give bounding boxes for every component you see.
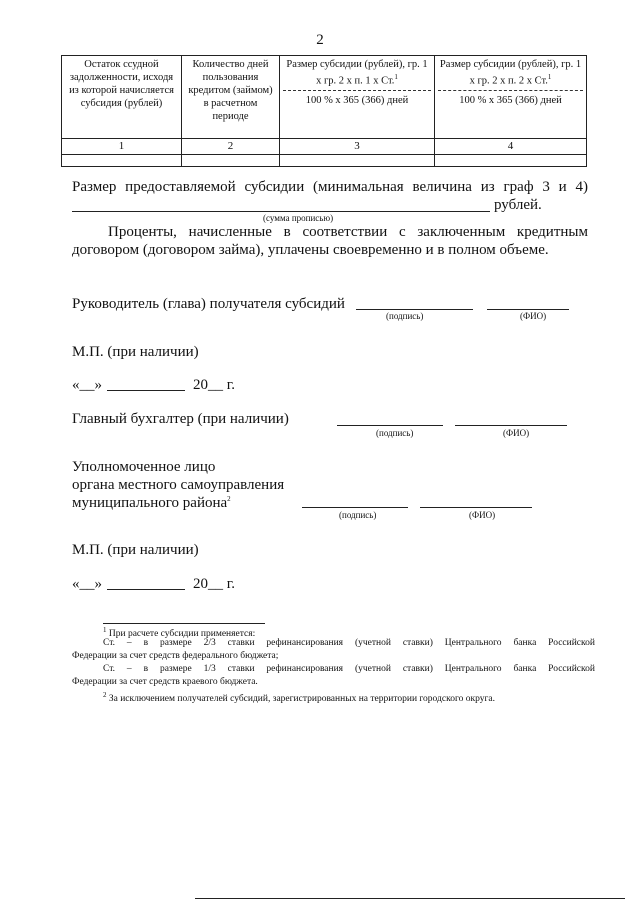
column-number: 1 xyxy=(62,139,182,155)
amount-in-words-line[interactable] xyxy=(72,211,490,212)
fio-caption: (ФИО) xyxy=(469,510,496,520)
footnote-1b-line1: Ст. – в размере 1/3 ставки рефинансирования (учетной ставки) Центрального банка Российской xyxy=(103,664,595,674)
footnote-2: $^2$ За исключением получателей субсидий, зарегистрированных на территории городского округа. xyxy=(103,691,495,705)
head-fio-field[interactable] xyxy=(487,309,569,310)
column-number: 4 xyxy=(435,139,587,155)
column-number: 2 xyxy=(182,139,280,155)
authorized-fio-field[interactable] xyxy=(420,507,532,508)
footnote-1b-line2: Федерации за счет средств краевого бюджета. xyxy=(72,677,258,687)
fio-caption: (ФИО) xyxy=(520,311,547,321)
column-number-row xyxy=(62,139,587,155)
header-subsidy-regional: Размер субсидии (рублей), гр. 1 х гр. 2 х п. 2 х Ст.$^1$ 100 % х 365 (366) дней xyxy=(435,56,587,139)
amount-in-words-caption: (сумма прописью) xyxy=(263,213,334,223)
page-bottom-edge xyxy=(195,898,625,899)
footnote-1a-line1: Ст. – в размере 2/3 ставки рефинансирования (учетной ставки) Центрального банка Российской xyxy=(103,638,595,648)
authorized-person-line2: органа местного самоуправления xyxy=(72,477,285,493)
date-month-field[interactable] xyxy=(107,390,185,391)
accountant-signature-field[interactable] xyxy=(337,425,443,426)
column-number: 3 xyxy=(280,139,435,155)
date-day: «__» xyxy=(72,576,102,592)
date-year: 20__ г. xyxy=(193,377,235,393)
authorized-person-line1: Уполномоченное лицо xyxy=(72,459,216,475)
date-month-field[interactable] xyxy=(107,589,185,590)
head-signature-field[interactable] xyxy=(356,309,473,310)
empty-cell xyxy=(182,155,280,167)
signature-caption: (подпись) xyxy=(386,311,424,321)
seal-label: М.П. (при наличии) xyxy=(72,542,199,558)
table-row-empty xyxy=(62,155,587,167)
subsidy-amount-text: Размер предоставляемой субсидии (минимальная величина из граф 3 и 4) xyxy=(72,179,588,195)
header-subsidy-federal: Размер субсидии (рублей), гр. 1 х гр. 2 х п. 1 х Ст.$^1$ 100 % х 365 (366) дней xyxy=(280,56,435,139)
header-days-count: Количество дней пользования кредитом (займом) в расчетном периоде xyxy=(182,56,280,139)
header-loan-balance: Остаток ссудной задолженности, исходя из которой начисляется субсидия (рублей) xyxy=(62,56,182,139)
date-year: 20__ г. xyxy=(193,576,235,592)
date-day: «__» xyxy=(72,377,102,393)
authorized-person-line3: муниципального района$^2$ xyxy=(72,495,231,511)
accountant-fio-field[interactable] xyxy=(455,425,567,426)
accountant-label: Главный бухгалтер (при наличии) xyxy=(72,411,289,427)
signature-caption: (подпись) xyxy=(339,510,377,520)
interest-statement-line2: договором (договором займа), уплачены своевременно и в полном объеме. xyxy=(72,242,549,258)
empty-cell xyxy=(62,155,182,167)
head-signatory-label: Руководитель (глава) получателя субсидий xyxy=(72,296,345,312)
footnote-1-title: $^1$ При расчете субсидии применяется: xyxy=(103,626,256,640)
empty-cell xyxy=(280,155,435,167)
subsidy-calculation-table xyxy=(61,55,587,167)
footnote-1a-line2: Федерации за счет средств федерального бюджета; xyxy=(72,651,279,661)
signature-caption: (подпись) xyxy=(376,428,414,438)
fio-caption: (ФИО) xyxy=(503,428,530,438)
rubles-label: рублей. xyxy=(494,197,542,213)
table-header-row xyxy=(62,56,587,139)
authorized-signature-field[interactable] xyxy=(302,507,408,508)
page-number: 2 xyxy=(316,32,324,48)
empty-cell xyxy=(435,155,587,167)
interest-statement-line1: Проценты, начисленные в соответствии с заключенным кредитным xyxy=(108,224,588,240)
seal-label: М.П. (при наличии) xyxy=(72,344,199,360)
